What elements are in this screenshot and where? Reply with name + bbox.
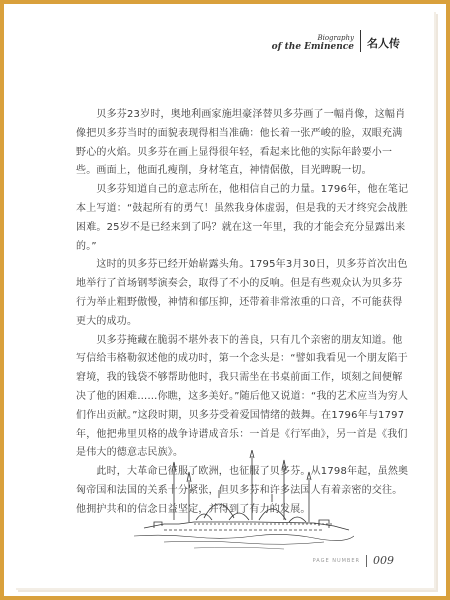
cityscape-illustration: [134, 450, 354, 560]
book-page: [14, 10, 434, 588]
paragraph-5: 此时，大革命已征服了欧洲，也征服了贝多芬。从1798年起，虽然奥匈帝国和法国的关系十分紧张，但贝多芬和许多法国人有着亲密的交往。他拥护共和的信念日益坚定，并得到了有力的发展。: [76, 466, 409, 515]
series-script-line-1: Biography: [317, 34, 354, 43]
paragraph-3: 这时的贝多芬已经开始崭露头角。1795年3月30日，贝多芬首次出色地举行了首场钢琴演奏会，取得了不小的反响。但是有些观众认为贝多芬行为举止粗野傲慢，神情和郁压抑，还带着非常浓重的口音，不可能获得更大的成功。: [76, 259, 408, 327]
series-title: 名人传: [367, 37, 400, 50]
paragraph-2: 贝多芬知道自己的意志所在，他相信自己的力量。1796年，他在笔记本上写道：“鼓起所有的勇气！虽然我身体虚弱，但是我的天才终究会战胜困难。25岁不是已经来到了吗？就在这一年里，我的才能会充分显露出来的。”: [76, 184, 409, 252]
series-script-title: [272, 35, 354, 52]
page-footer: [313, 554, 394, 567]
header-divider: [360, 30, 361, 52]
paragraph-1: 贝多芬23岁时，奥地利画家施坦豪泽替贝多芬画了一幅肖像，这幅肖像把贝多芬当时的面貌表现得相当准确：他长着一张严峻的脸，双眼充满野心的火焰。贝多芬在画上显得很年轻，看起来比他的实际年龄要小一些。画面上，他面孔瘦削，身材笔直，神情倨傲，目光睥睨一切。: [76, 109, 406, 177]
paragraph-4: 贝多芬掩藏在脆弱不堪外表下的善良，只有几个亲密的朋友知道。他写信给韦格勒叙述他的成功时，第一个念头是：“譬如我看见一个朋友陷于窘境，我的钱袋不够帮助他时，我只需坐在书桌前面工作，顷刻之间便解决了他的困难……你瞧，这多美好。”随后他又说道：“我的艺术应当为穷人们作出贡献。”这段时期，贝多芬受着爱国情绪的鼓舞。在1796年与1797年，他把弗里贝格的战争诗谱成音乐：一首是《行军曲》，另一首是《我们是伟大的德意志民族》。: [76, 334, 409, 459]
footer-divider: [366, 555, 367, 567]
page-number: 009: [373, 554, 394, 567]
page-number-label: PAGE NUMBER: [312, 557, 360, 564]
running-header: [272, 30, 400, 52]
series-script-line-2: of the Eminence: [271, 41, 354, 52]
